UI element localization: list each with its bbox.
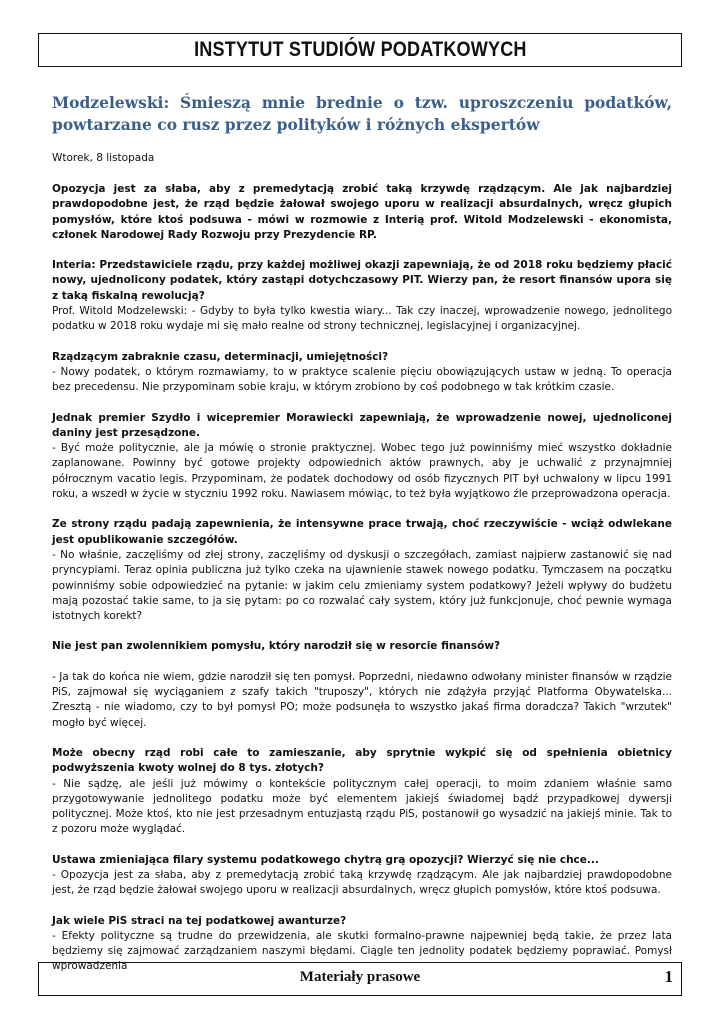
qa-block [52, 639, 672, 730]
answer: - Nowy podatek, o którym rozmawiamy, to w praktyce scalenie pięciu obowiązujących ustaw w jedną. To operacja bez precedensu. Nie przypominam sobie kraju, w którym zrobiono by coś podobnego w tak krótkim czasie. [52, 365, 672, 394]
qa-block [52, 853, 672, 899]
header-box [38, 33, 682, 67]
answer: - Nie sądzę, ale jeśli już mówimy o kontekście politycznym całej operacji, to moim zdaniem właśnie samo przygotowywanie jednolitego podatku może być elementem jakiejś świadomej bądź przypadkowej dywersji politycznej. Może ktoś, kto nie jest przesadnym entuzjastą rządu PiS, postanowił go wysadzić na jakiejś minie. Tak to z pozoru może wyglądać. [52, 777, 672, 836]
qa-block [52, 746, 672, 838]
question: Jednak premier Szydło i wicepremier Morawiecki zapewniają, że wprowadzenie nowej, ujednoliconej daniny jest przesądzone. [52, 411, 672, 439]
question: Może obecny rząd robi całe to zamieszanie, aby sprytnie wykpić się od spełnienia obietnicy podwyższenia kwoty wolnej do 8 tys. złotych? [52, 746, 672, 775]
institute-title: INSTYTUT STUDIÓW PODATKOWYCH [193, 38, 527, 61]
question: Interia: Przedstawiciele rządu, przy każdej możliwej okazji zapewniają, że od 2018 roku będziemy płacić nowy, ujednolicony podatek, który zastąpi dotychczasowy PIT. Wierzy pan, że resort finansów upora się z taką fiskalną rewolucją? [52, 259, 672, 302]
question: Rządzącym zabraknie czasu, determinacji, umiejętności? [52, 350, 389, 363]
answer: - Być może politycznie, ale ja mówię o stronie praktycznej. Wobec tego już powinniśmy mieć wszystko dokładnie zaplanowane. Powinny być gotowe projekty odpowiednich aktów prawnych, aby je uchwalić z przynajmniej półrocznym vacatio legis. Przypominam, że podatek dochodowy od osób fizycznych PIT był uchwalony w lipcu 1991 roku, a wszedł w życie w styczniu 1992 roku. Nawiasem mówiąc, to też była wyjątkowo źle przeprowadzona operacja. [52, 442, 672, 501]
article-lead: Opozycja jest za słaba, aby z premedytacją zrobić taką krzywdę rządzącym. Ale jak najbardziej prawdopodobne jest, że rząd będzie żałował swojego uporu w realizacji absurdalnych, wręcz głupich pomysłów, które ktoś podsuwa - mówi w rozmowie z Interią prof. Witold Modzelewski - ekonomista, członek Narodowej Rady Rozwoju przy Prezydencie RP. [52, 183, 672, 241]
paragraph-gap [52, 655, 672, 670]
qa-block [52, 517, 672, 624]
answer: - Ja tak do końca nie wiem, gdzie narodził się ten pomysł. Poprzedni, niedawno odwołany minister finansów w rządzie PiS, zajmował się wyciąganiem z szafy takich "truposzy", których nie zdążyła przyjąć Platforma Obywatelska... Zresztą - nie wiadomo, czy to był pomysł PO; może podsunęła to wszystko jakaś firma doradcza? Takich "wrzutek" mogło być więcej. [52, 670, 672, 729]
question: Ustawa zmieniająca filary systemu podatkowego chytrą grą opozycji? Wierzyć się nie chce... [52, 853, 599, 866]
page-number: 1 [664, 967, 673, 986]
footer-box [38, 962, 682, 996]
answer: - Efekty polityczne są trudne do przewidzenia, ale skutki formalno-prawne najpewniej będą takie, że przez lata będziemy się zajmować zarządzaniem naszymi błędami. Ciągle ten jednolity podatek będziemy poprawiać. Pomysł wprowadzenia [52, 929, 672, 973]
question: Nie jest pan zwolennikiem pomysłu, który narodził się w resorcie finansów? [52, 640, 501, 653]
qa-block [52, 350, 672, 396]
article-lead-block [52, 182, 672, 243]
question: Ze strony rządu padają zapewnienia, że intensywne prace trwają, choć rzeczywiście - wciąż odwlekane jest opublikowanie szczegółów. [52, 518, 672, 546]
answer: - Opozycja jest za słaba, aby z premedytacją zrobić taką krzywdę rządzącym. Ale jak najbardziej prawdopodobne jest, że rząd będzie żałował swojego uporu w realizacji absurdalnych, wręcz głupich pomysłów, które ktoś podsuwa. [52, 868, 672, 897]
answer: - No właśnie, zaczęliśmy od złej strony, zaczęliśmy od dyskusji o szczegółach, zamiast najpierw zastanowić się nad pryncypiami. Teraz opinia publiczna już tylko czeka na ujawnienie stawek nowego podatku. Tymczasem na początku powinniśmy sobie odpowiedzieć na pytanie: w jakim celu zmieniamy system podatkowy? Jeżeli wpływy do budżetu mają pozostać takie same, to ja się pytam: po co rozwalać cały system, który już funkcjonuje, choć pewnie wymaga istotnych korekt? [52, 548, 672, 623]
article [52, 92, 672, 990]
qa-block [52, 411, 672, 503]
footer-label: Materiały prasowe [299, 969, 421, 985]
answer: Prof. Witold Modzelewski: - Gdyby to była tylko kwestia wiary... Tak czy inaczej, wprowadzenie nowego, jednolitego podatku w 2018 roku wydaje mi się mało realne od strony technicznej, legislacyjnej i organizacyjnej. [52, 305, 672, 333]
qa-block [52, 258, 672, 334]
question: Jak wiele PiS straci na tej podatkowej awanturze? [52, 914, 347, 927]
article-date: Wtorek, 8 listopada [52, 152, 155, 164]
article-title: Modzelewski: Śmieszą mnie brednie o tzw. uproszczeniu podatków, powtarzane co rusz przez polityków i różnych ekspertów [52, 93, 672, 134]
